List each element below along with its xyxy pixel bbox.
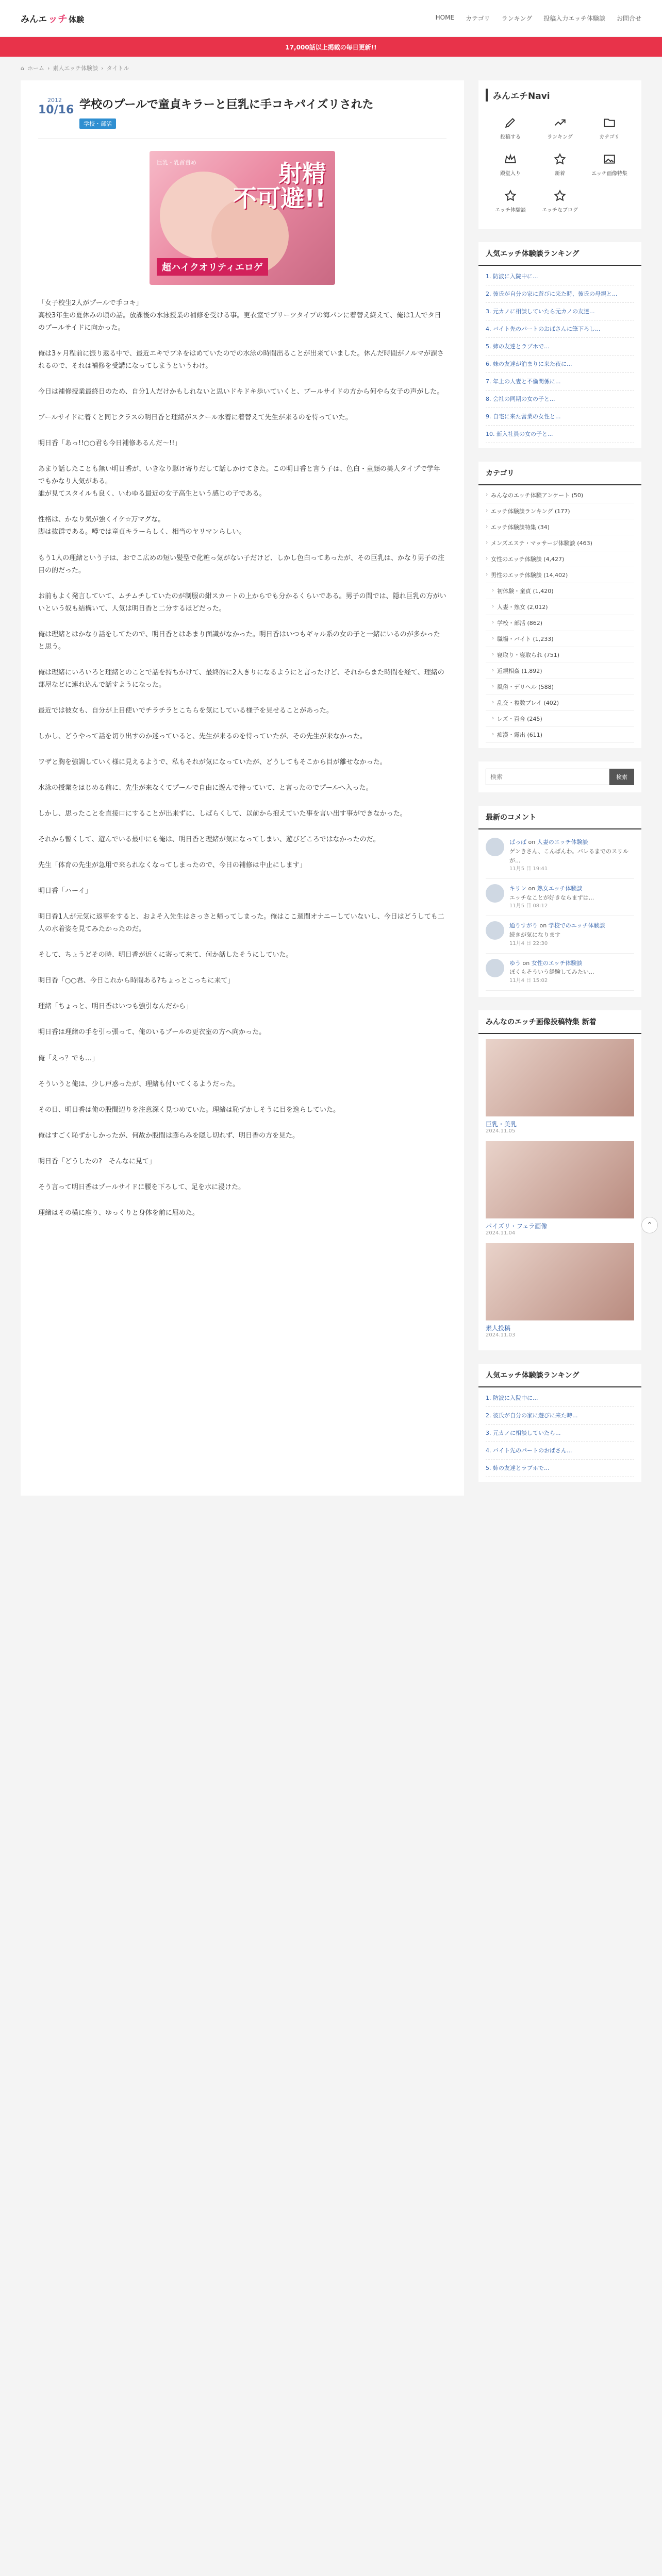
post-title: 学校のプールで童貞キラーと巨乳に手コキパイズリされた [79,98,374,111]
post-paragraph: プールサイドに着くと同じクラスの明日香と理緒がスクール水着に着替えて先生が来るのを待っていた。 [38,414,352,422]
announcement-bar[interactable]: 17,000話以上掲載の毎日更新!! [0,37,662,57]
post-paragraph: 明日香「ハーイ」 [38,887,92,895]
pencil-icon [504,116,517,129]
post-paragraph: それから暫くして、遊んでいる最中にも俺は、明日香と理緒が気になってしまい、遊びどころではなかったのだ。 [38,836,380,844]
ranking-item[interactable]: 4. バイト先のパートのおばさんに筆下ろし... [486,320,634,338]
comments-list [478,829,641,996]
nav-category[interactable]: カテゴリ [466,15,490,22]
site-nav-widget [478,80,641,229]
comment-author[interactable]: 通りすがり [509,922,538,929]
crown-icon [504,152,517,166]
category-widget [478,462,641,748]
star-icon [553,152,567,166]
post-paragraph: あまり話したことも無い明日香が、いきなり駆け寄りだして話しかけてきた。この明日香と言う子は、色白・童顔の美人タイプで学年でもかなり人気がある。 誰が見てスタイルも良く、いわゆる最近の女子高生という感じの子である。 [38,465,440,498]
site-nav-label: エッチ画像特集 [591,171,627,177]
post-paragraph: 明日香「あっ!!○○君も今日補修あるんだ～!!」 [38,439,181,448]
nav-contact[interactable]: お問合せ [616,15,641,22]
breadcrumb-home[interactable]: ホーム [27,65,44,72]
article [21,80,464,1496]
thumb-title: 素人投稿 [486,1324,511,1332]
post-paragraph: 明日香1人が元気に返事をすると、およそ入先生はさっさと帰ってしまった。俺はここ週間オナニーしていないし、今日はどうしても二人の水着姿を見てみたかったのだ。 [38,913,444,934]
ranking-item[interactable]: 3. 元カノに相談していたら元カノの友達... [486,303,634,320]
ranking-item[interactable]: 1. 防波に入院中に... [486,268,634,285]
comment-content: キリン on 熟女エッチ体験談 エッチなことが好きならまずは... 11月5 日 08:12 [509,884,594,910]
category-item[interactable]: › 近親相姦 (1,892) [486,663,634,679]
comment-content: ぱっぱ on 人妻のエッチ体験談 ゲンきさん、こんばんわ。バレるまでのスリルが... 11月5 日 19:41 [509,838,634,873]
site-nav-grid [486,110,634,219]
logo-part-1: みんエ [21,14,47,25]
ranking-widget [478,242,641,448]
comment-post-link[interactable]: 学校でのエッチ体験談 [548,922,605,929]
post-year: 2012 [47,97,62,104]
comment-post-link[interactable]: 人妻のエッチ体験談 [537,839,588,846]
comment-date: 11月4 日 15:02 [509,977,548,984]
category-list [478,485,641,748]
nav-home[interactable]: HOME [435,14,455,21]
category-item[interactable]: › エッチ体験談特集 (34) [486,519,634,535]
category-item[interactable]: › 女性のエッチ体験談 (4,427) [486,551,634,567]
thumb-date: 2024.11.04 [486,1230,516,1236]
category-item[interactable]: › 初体験・童貞 (1,420) [486,583,634,599]
comment-author[interactable]: ゆう [509,959,521,967]
post-paragraph: 性格は、かなり気が強くイケ☆万マグな。 脚は抜群である。噂では童貞キラーらしく、相当のヤリマンらしい。 [38,516,246,536]
category-item[interactable]: › 痴漢・露出 (611) [486,727,634,743]
comments-title: 最新のコメント [478,806,641,829]
home-icon: ⌂ [21,64,24,72]
category-item[interactable]: › 乱交・複数プレイ (402) [486,695,634,711]
nav-ranking[interactable]: ランキング [501,15,533,22]
avatar [486,884,504,903]
category-item[interactable]: › 寝取り・寝取られ (751) [486,647,634,663]
post-paragraph: そして、ちょうどその時、明日香が近くに寄って来て、何か話したそうにしていた。 [38,951,293,959]
avatar [486,959,504,977]
thumb-image [486,1039,634,1116]
comment-author[interactable]: キリン [509,885,526,892]
comment-post-link[interactable]: 熟女エッチ体験談 [537,885,583,892]
ranking-item[interactable]: 10. 新入社員の女の子と... [486,426,634,443]
avatar [486,921,504,940]
post-paragraph: 理緒はその横に座り、ゆっくりと身体を前に屈めた。 [38,1209,199,1217]
thumb-card[interactable] [486,1039,634,1134]
comment-author[interactable]: ぱっぱ [509,839,526,846]
comment-content: 通りすがり on 学校でのエッチ体験談 続きが気になります 11月4 日 22:30 [509,921,605,947]
thumbs-list [478,1034,641,1350]
thumb-card[interactable] [486,1141,634,1236]
post-paragraph: その日、明日香は俺の股間辺りを注意深く見つめていた。理緒は恥ずかしそうに目を逸らしていた。 [38,1106,340,1114]
nav-submit[interactable]: 投稿入力エッチ体験談 [543,15,605,22]
site-nav-title: みんエチNavi [486,89,634,101]
site-nav-item[interactable] [535,183,585,219]
search-input[interactable] [486,769,609,785]
post-paragraph: 俺はすごく恥ずかしかったが、何故か股間は膨らみを隠し切れず、明日香の方を見た。 [38,1131,299,1140]
star-icon [553,189,567,202]
ranking-item[interactable]: 3. 元カノに相談していたら... [486,1425,634,1442]
ranking2-title: 人気エッチ体験談ランキング [478,1364,641,1387]
site-nav-label: エッチなブログ [542,208,578,213]
category-item[interactable]: › 学校・部活 (862) [486,615,634,631]
site-header [0,0,662,37]
post-paragraph: 「女子校生2人がプールで手コキ」 高校3年生の夏休みの頃の話。放課後の水泳授業の補修を受ける事。更衣室でプリーツタイプの海パンに着替え終えて、俺は1人でタ日のプールサイドに向かった。 [38,299,441,332]
search-widget [478,761,641,792]
post-paragraph: 最近では彼女も、自分が上目使いでチラチラとこちらを気にしている様子を見せることがあった。 [38,706,333,715]
comment-text: エッチなことが好きならまずは... [509,894,594,901]
ranking-title: 人気エッチ体験談ランキング [478,242,641,266]
category-title: カテゴリ [478,462,641,485]
post-paragraph: 先生「体育の先生が急用で来られなくなってしまったので、今日の補修は中止にします」 [38,861,306,870]
back-to-top-button[interactable] [641,1217,658,1233]
category-item[interactable]: › レズ・百合 (245) [486,711,634,727]
post-paragraph: 俺は3ヶ月程前に振り返る中で、最近エキでプネをはめていたのでの水泳の時間出ることが出来ていました。休んだ時間がノルマが課されるので、それは補修を受講になってしまうというわけ。 [38,350,444,370]
folder-icon [603,116,616,129]
post-monthday: 10/16 [38,104,74,116]
post-paragraph: そう言って明日香はプールサイドに腰を下ろして、足を水に浸けた。 [38,1183,245,1191]
site-nav-label: 投稿する [500,134,521,140]
comment-date: 11月5 日 08:12 [509,903,548,909]
thumb-image [486,1141,634,1218]
ranking-item[interactable]: 9. 自宅に来た営業の女性と... [486,408,634,426]
ranking2-list [478,1387,641,1482]
post-paragraph: 明日香「○○君、今日これから時間ある?ちょっとこっちに来て」 [38,977,235,985]
main-nav [436,14,641,23]
post-paragraph: 理緒「ちょっと、明日香はいつも強引なんだから」 [38,1003,193,1011]
comments-widget [478,806,641,996]
category-item[interactable]: › メンズエステ・マッサージ体験談 (463) [486,535,634,551]
site-nav-item[interactable] [486,146,535,183]
comment-item[interactable] [486,954,634,991]
breadcrumb: ⌂ ホーム › 素人エッチ体験談 › タイトル [21,64,129,72]
category-item[interactable]: › 職場・バイト (1,233) [486,631,634,647]
comment-item[interactable] [486,879,634,916]
post-header [38,97,446,139]
post-paragraph: 水泳の授業をはじめる前に、先生が来なくてプールで自由に遊んで待っていて、と言ったのでプールへ入った。 [38,784,373,792]
banner-bottom-text: 超ハイクオリティエロゲ [157,258,268,276]
thumb-card[interactable] [486,1243,634,1338]
ranking2-widget [478,1364,641,1482]
ranking-item[interactable]: 8. 会社の同期の女の子と... [486,391,634,408]
comment-text: 続きが気になります [509,931,560,939]
post-paragraph: 明日香は理緒の手を引っ張って、俺のいるプールの更衣室の方へ向かった。 [38,1028,266,1037]
comment-item[interactable] [486,916,634,953]
post-paragraph: 明日香「どうしたの? そんなに見て」 [38,1157,156,1165]
post-paragraph: 俺は理緒にいろいろと理緒とのことで話を持ちかけて、最終的に2人きりになるようにと言ったけど、それからまた時間を経て、理緒の部屋などに連れ込んで話すようになった。 [38,668,444,689]
site-nav-item[interactable] [535,110,585,146]
post-paragraph: しかし、思ったことを直接口にすることが出来ずに、しばらくして、以前から抱えていた事を言い出す事ができなかった。 [38,810,407,818]
site-nav-label: エッチ体験談 [495,208,526,213]
thumb-title: 巨乳・美乳 [486,1120,517,1128]
banner-top-text: 巨乳・乳首責め [157,159,196,166]
category-item[interactable]: › 男性のエッチ体験談 (14,402) [486,567,634,583]
thumb-date: 2024.11.05 [486,1128,516,1134]
eyecatch-banner[interactable] [150,151,335,285]
search-button[interactable]: 検索 [609,769,634,785]
post-body [38,297,446,1219]
comment-post-link[interactable]: 女性のエッチ体験談 [531,959,583,967]
thumbs-title: みんなのエッチ画像投稿特集 新着 [478,1010,641,1034]
comment-content: ゆう on 女性のエッチ体験談 ぼくもそういう経験してみたい... 11月4 日 15:02 [509,959,594,985]
site-nav-label: 殿堂入り [500,171,521,177]
comment-date: 11月4 日 22:30 [509,940,548,946]
thumb-image [486,1243,634,1320]
ranking-item[interactable]: 2. 彼氏が自分の家に遊びに来た時、彼氏の母親と... [486,285,634,303]
ranking-item[interactable]: 6. 妹の友達が泊まりに来た夜に... [486,355,634,373]
site-logo[interactable] [21,11,84,25]
star-icon [504,189,517,202]
avatar [486,838,504,856]
sidebar [478,80,641,1496]
image-icon [603,152,616,166]
site-nav-item[interactable] [486,110,535,146]
site-nav-item[interactable] [585,146,634,183]
site-nav-item[interactable] [535,146,585,183]
post-paragraph: 俺「えっ？でも…」 [38,1054,99,1062]
category-item[interactable]: › エッチ体験談ランキング (177) [486,503,634,519]
comment-date: 11月5 日 19:41 [509,866,548,872]
post-paragraph: 今日は補修授業最終日のため、自分1人だけかもしれないと思いドキドキ歩いていくと、プールサイドの方から何やら女子の声がした。 [38,388,444,396]
ranking-item[interactable]: 5. 姉の友達とラブホで... [486,1460,634,1477]
ranking-list [478,266,641,448]
post-paragraph: そういうと俺は、少し戸惑ったが、理緒も付いてくるようだった。 [38,1080,240,1088]
comment-text: ぼくもそういう経験してみたい... [509,969,594,976]
site-nav-label: ランキング [547,134,573,140]
category-badge[interactable]: 学校・部活 [79,118,116,129]
trend-icon [553,116,567,129]
thumb-date: 2024.11.03 [486,1332,516,1338]
post-paragraph: お前もよく発言していて、ムチムチしていたのが制服の紺スカートの上からでも分かるくらいである。男子の間では、隠れ巨乳の方がいいという奴も結構いて、人気は明日香と二分するほどだった。 [38,592,446,613]
post-paragraph: しかし、どうやって話を切り出すのか迷っていると、先生が来るのを待っていたが、その先生が来なかった。 [38,732,367,740]
ranking-item[interactable]: 5. 姉の友達とラブホで... [486,338,634,355]
breadcrumb-current: タイトル [106,65,129,72]
site-nav-item[interactable] [585,110,634,146]
logo-part-2: ッチ [48,13,68,25]
site-nav-label: カテゴリ [599,134,620,140]
category-item[interactable]: › 風俗・デリヘル (588) [486,679,634,695]
post-date [38,97,74,116]
site-nav-label: 新着 [555,171,565,177]
logo-part-3: 体験 [69,15,85,24]
banner-main-text: 射精 不可避!! [233,159,326,213]
breadcrumb-category[interactable]: 素人エッチ体験談 [53,65,98,72]
category-item[interactable]: › 人妻・熟女 (2,012) [486,599,634,615]
ranking-item[interactable]: 2. 彼氏が自分の家に遊びに来た時... [486,1407,634,1425]
ranking-item[interactable]: 1. 防波に入院中に... [486,1389,634,1407]
comment-text: ゲンきさん、こんばんわ。バレるまでのスリルが... [509,848,628,864]
post-paragraph: もう1人の理緒という子は、おでこ広めの短い髪型で化粧っ気がない子だけど、しかし色白ってあったが、その巨乳は、かなり男子の注目の的だった。 [38,554,445,574]
thumb-title: パイズリ・フェラ画像 [486,1222,548,1230]
ranking-item[interactable]: 4. バイト先のパートのおばさん... [486,1442,634,1460]
category-item[interactable]: › みんなのエッチ体験アンケート (50) [486,487,634,503]
site-nav-item[interactable] [486,183,535,219]
post-paragraph: 俺は理緒とはかなり話をしてたので、明日香とはあまり面識がなかった。明日香はいつもギャル系の女の子と一緒にいるのが多かったと思う。 [38,630,440,651]
thumbs-widget [478,1010,641,1350]
ranking-item[interactable]: 7. 年上の人妻と不倫関係に... [486,373,634,391]
post-paragraph: ワザと胸を強調していく様に見えるようで、私もそれが気になっていたが、どうしてもそこから目が離せなかった。 [38,758,387,766]
chevron-up-icon: ⌃ [647,1221,653,1229]
comment-item[interactable] [486,833,634,879]
